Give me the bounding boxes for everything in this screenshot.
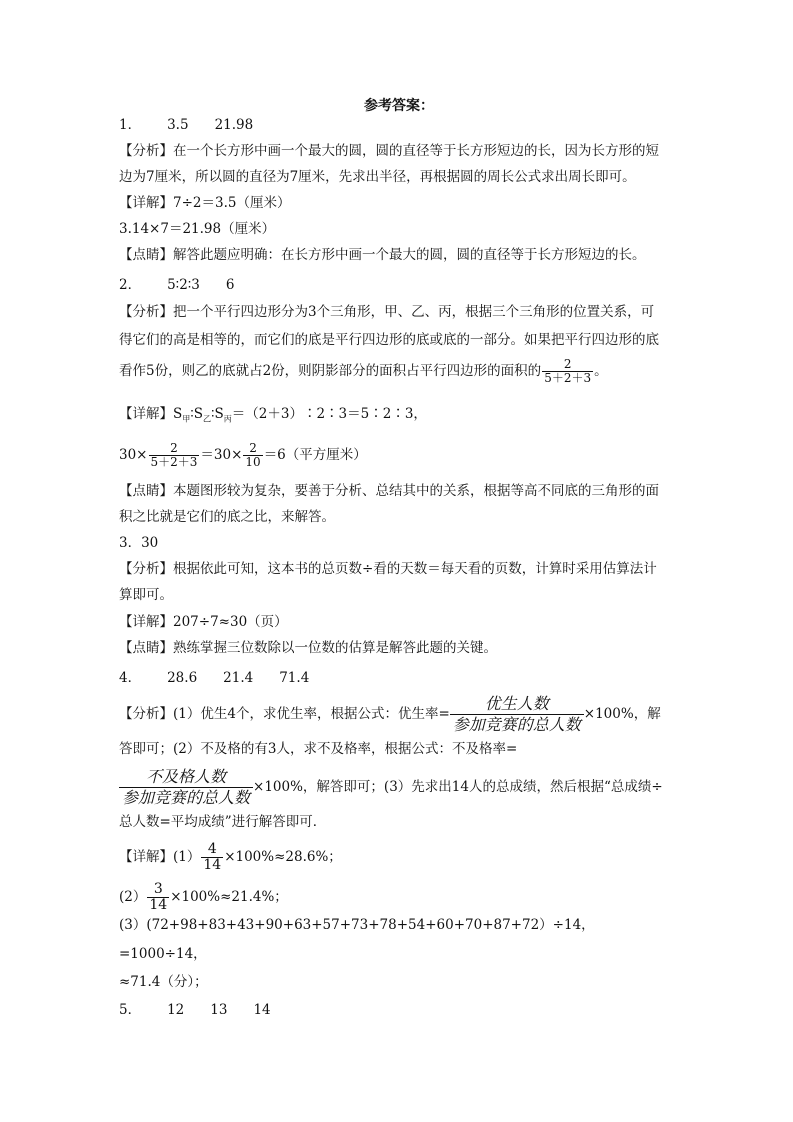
- q4-analysis-text-b: ×100%，解: [583, 706, 661, 722]
- q2-detail-line-2: [119, 442, 367, 469]
- fraction-denominator: 5＋2＋3: [150, 455, 198, 469]
- detail-tag: 【详解】: [119, 849, 173, 865]
- ratio-colon: ∶: [211, 406, 215, 422]
- q2-answer-1: 5∶2∶3: [167, 277, 200, 293]
- fraction-denominator: 14: [203, 857, 222, 873]
- fail-rate-fraction: [119, 767, 253, 808]
- q4-detail-line-4: =1000÷14，: [119, 946, 207, 962]
- q5-answer-line: [119, 1000, 271, 1020]
- analysis-tag: 【分析】: [119, 143, 173, 159]
- q2-detail-fraction-2: [243, 442, 262, 469]
- q2-answer-line: [119, 275, 234, 295]
- q5-answer-1: 12: [167, 1002, 185, 1018]
- q2-detail-text-a: 30×: [119, 447, 148, 463]
- q4-answer-line: [119, 668, 309, 688]
- q2-detail-ratio: ＝（2＋3）∶2∶3＝5∶2∶3，: [231, 406, 427, 422]
- q1-answer-2: 21.98: [214, 117, 254, 133]
- fraction-numerator: 3: [147, 882, 169, 898]
- ratio-colon: ∶: [190, 406, 194, 422]
- q2-comment-text: 本题图形较为复杂，要善于分析、总结其中的关系，根据等高不同底的三角形的面: [173, 483, 659, 499]
- q3-analysis-line-1: [119, 559, 657, 579]
- q2-analysis-line-3: [119, 358, 608, 385]
- period: 。: [594, 363, 608, 379]
- q1-comment-text: 解答此题应明确：在长方形中画一个最大的圆，圆的直径等于长方形短边的长。: [173, 247, 646, 263]
- q4-detail-result-1: ×100%≈28.6%；: [224, 849, 342, 865]
- q4-answer-1: 28.6: [167, 670, 198, 686]
- q4-detail-fraction-1: [201, 842, 223, 873]
- q3-comment-text: 熟练掌握三位数除以一位数的估算是解答此题的关键。: [173, 640, 497, 656]
- q2-analysis-line-1: [119, 302, 654, 322]
- q2-analysis-line-2: 得它们的高是相等的，而它们的底是平行四边形的底或底的一部分。如果把平行四边形的底: [119, 332, 659, 348]
- q4-answer-3: 71.4: [279, 670, 310, 686]
- q1-comment-line: [119, 245, 646, 265]
- q2-detail-fraction-1: [149, 442, 200, 469]
- fraction-denominator: 14: [149, 897, 168, 913]
- q4-analysis-text-c: ×100%，解答即可；(3）先求出14人的总成绩，然后根据“总成绩÷: [253, 779, 663, 795]
- fraction-denominator: 参加竞赛的总人数: [452, 715, 581, 734]
- comment-tag: 【点睛】: [119, 247, 173, 263]
- q4-analysis-line-2: 答即可；(2）不及格的有3人，求不及格率，根据公式：不及格率=: [119, 741, 518, 757]
- q4-analysis-line-3: [119, 767, 663, 808]
- q2-analysis-text: 把一个平行四边形分为3个三角形，甲、乙、丙，根据三个三角形的位置关系，可: [173, 304, 655, 320]
- q3-comment-line: [119, 638, 497, 658]
- q2-detail-text-b: ＝30×: [200, 447, 243, 463]
- analysis-tag: 【分析】: [119, 706, 173, 722]
- q1-analysis-line-1: [119, 141, 659, 161]
- q2-comment-line-2: 积之比就是它们的底之比，来解答。: [119, 509, 335, 525]
- analysis-tag: 【分析】: [119, 304, 173, 320]
- q3-analysis-line-2: 算即可。: [119, 587, 173, 603]
- q4-detail-fraction-2: [147, 882, 169, 913]
- fraction-numerator: 不及格人数: [119, 767, 253, 788]
- subscript-bing: 丙: [223, 414, 232, 424]
- q1-number: 1．: [119, 117, 142, 133]
- q4-analysis-line-1: [119, 694, 661, 735]
- q4-detail-label-2: (2）: [119, 889, 147, 905]
- detail-tag: 【详解】: [119, 195, 173, 211]
- fraction-denominator: 10: [245, 455, 261, 469]
- q4-number: 4．: [119, 670, 142, 686]
- q4-detail-line-5: ≈71.4（分）；: [119, 974, 208, 990]
- q3-number: 3．: [119, 535, 142, 551]
- area-symbol: S: [214, 406, 224, 422]
- q5-answer-3: 14: [253, 1002, 271, 1018]
- area-symbol: S: [173, 406, 183, 422]
- q2-detail-line-1: [119, 404, 427, 430]
- q2-fraction: [542, 358, 593, 385]
- q4-detail-line-2: [119, 882, 288, 913]
- page-title: 参考答案：: [364, 98, 434, 114]
- comment-tag: 【点睛】: [119, 640, 173, 656]
- q1-analysis-text: 在一个长方形中画一个最大的圆，圆的直径等于长方形短边的长，因为长方形的短: [173, 143, 659, 159]
- analysis-tag: 【分析】: [119, 561, 173, 577]
- fraction-denominator: 5＋2＋3: [544, 371, 592, 385]
- q4-detail-line-1: [119, 842, 342, 873]
- excellence-rate-fraction: [450, 694, 584, 735]
- fraction-numerator: 4: [201, 842, 223, 858]
- detail-tag: 【详解】: [119, 406, 173, 422]
- q4-detail-result-2: ×100%≈21.4%；: [170, 889, 288, 905]
- q1-detail-text: 7÷2＝3.5（厘米）: [173, 195, 291, 211]
- q1-answer-line: [119, 115, 253, 135]
- q2-comment-line-1: [119, 481, 659, 501]
- q3-answer-1: 30: [141, 535, 159, 551]
- fraction-numerator: 优生人数: [450, 694, 584, 715]
- fraction-numerator: 2: [149, 442, 200, 456]
- q2-detail-text-c: ＝6（平方厘米）: [263, 447, 367, 463]
- q3-detail-line: [119, 612, 288, 632]
- detail-tag: 【详解】: [119, 614, 173, 630]
- q5-number: 5．: [119, 1002, 142, 1018]
- q2-answer-2: 6: [225, 277, 235, 293]
- q4-detail-label-1: (1）: [173, 849, 201, 865]
- q3-analysis-text: 根据依此可知，这本书的总页数÷看的天数＝每天看的页数，计算时采用估算法计: [173, 561, 657, 577]
- q4-detail-line-3: (3）(72+98+83+43+90+63+57+73+78+54+60+70+87+72）÷14，: [119, 917, 595, 933]
- q1-detail-line-2: 3.14×7＝21.98（厘米）: [119, 221, 276, 237]
- q2-analysis-text-3: 看作5份，则乙的底就占2份，则阴影部分的面积占平行四边形的面积的: [119, 363, 542, 379]
- q1-answer-1: 3.5: [167, 117, 189, 133]
- q4-answer-2: 21.4: [223, 670, 254, 686]
- fraction-denominator: 参加竞赛的总人数: [122, 788, 251, 807]
- subscript-jia: 甲: [182, 414, 191, 424]
- q3-answer-line: [119, 533, 158, 553]
- q1-analysis-line-2: 边为7厘米，所以圆的直径为7厘米，先求出半径，再根据圆的周长公式求出周长即可。: [119, 169, 636, 185]
- q3-detail-text: 207÷7≈30（页）: [173, 614, 288, 630]
- area-symbol: S: [193, 406, 204, 422]
- q5-answer-2: 13: [210, 1002, 228, 1018]
- q4-analysis-line-4: 总人数=平均成绩”进行解答即可．: [119, 814, 327, 830]
- subscript-yi: 乙: [203, 414, 212, 424]
- fraction-numerator: 2: [243, 442, 262, 456]
- comment-tag: 【点睛】: [119, 483, 173, 499]
- fraction-numerator: 2: [542, 358, 593, 372]
- q4-analysis-text-a: (1）优生4个，求优生率，根据公式：优生率=: [173, 706, 450, 722]
- q1-detail-line-1: [119, 193, 290, 213]
- q2-number: 2．: [119, 277, 142, 293]
